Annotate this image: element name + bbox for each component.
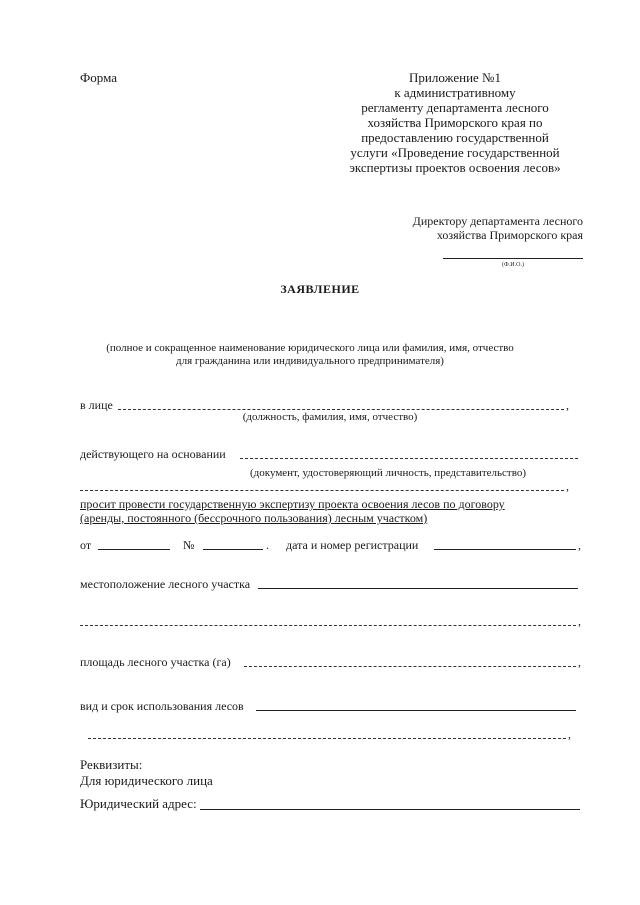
applicant-caption (60, 342, 560, 368)
addressee-line: Директору департамента лесного (412, 214, 583, 228)
location-field-2[interactable] (80, 625, 576, 626)
legal-address-field[interactable] (200, 809, 580, 810)
acting-basis-caption: (документ, удостоверяющий личность, представительство) (250, 467, 526, 479)
appendix-line: хозяйства Приморского края по (367, 115, 543, 130)
in-person-caption: (должность, фамилия, имя, отчество) (242, 411, 418, 423)
request-text (80, 497, 550, 525)
appendix-block (340, 70, 570, 175)
in-person-field[interactable] (118, 409, 564, 410)
acting-basis-field[interactable] (240, 458, 578, 459)
appendix-line: услуги «Проведение государственной (350, 145, 560, 160)
number-field[interactable] (203, 549, 263, 550)
legal-address-label: Юридический адрес: (80, 796, 197, 811)
form-label: Форма (80, 70, 117, 85)
from-date-field[interactable] (98, 549, 170, 550)
addressee-line: хозяйства Приморского края (436, 228, 583, 242)
fio-caption: (Ф.И.О.) (502, 262, 524, 268)
request-line: (аренды, постоянного (бессрочного пользования) лесным участком) (80, 511, 428, 525)
appendix-line: к административному (394, 85, 516, 100)
in-person-label: в лице (80, 398, 113, 412)
appendix-line: регламенту департамента лесного (361, 100, 549, 115)
page-title: ЗАЯВЛЕНИЕ (280, 282, 360, 296)
from-label: от (80, 538, 92, 552)
use-type-label: вид и срок использования лесов (80, 699, 244, 713)
appendix-line: предоставлению государственной (361, 130, 549, 145)
acting-basis-field-2[interactable] (80, 490, 564, 491)
location-label: местоположение лесного участка (80, 577, 251, 591)
number-label: № (183, 538, 195, 552)
registration-field[interactable] (434, 549, 576, 550)
appendix-line: Приложение №1 (409, 70, 501, 85)
use-type-field-2[interactable] (88, 738, 566, 739)
acting-basis-label: действующего на основании (80, 447, 226, 461)
request-line: просит провести государственную экспертизу проекта освоения лесов по договору (80, 497, 505, 511)
applicant-caption-line: (полное и сокращенное наименование юридического лица или фамилия, имя, отчество (106, 342, 514, 354)
location-field[interactable] (258, 588, 578, 589)
applicant-caption-line: для гражданина или индивидуального предпринимателя) (176, 355, 444, 367)
area-label: площадь лесного участка (га) (80, 655, 231, 669)
requisites-title: Реквизиты: (80, 757, 143, 772)
fio-line[interactable] (443, 258, 583, 259)
addressee-block (380, 214, 583, 242)
use-type-field[interactable] (256, 710, 576, 711)
appendix-line: экспертизы проектов освоения лесов» (349, 160, 561, 175)
area-field[interactable] (244, 666, 576, 667)
registration-label: дата и номер регистрации (286, 538, 419, 552)
requisites-subtitle: Для юридического лица (80, 773, 213, 788)
